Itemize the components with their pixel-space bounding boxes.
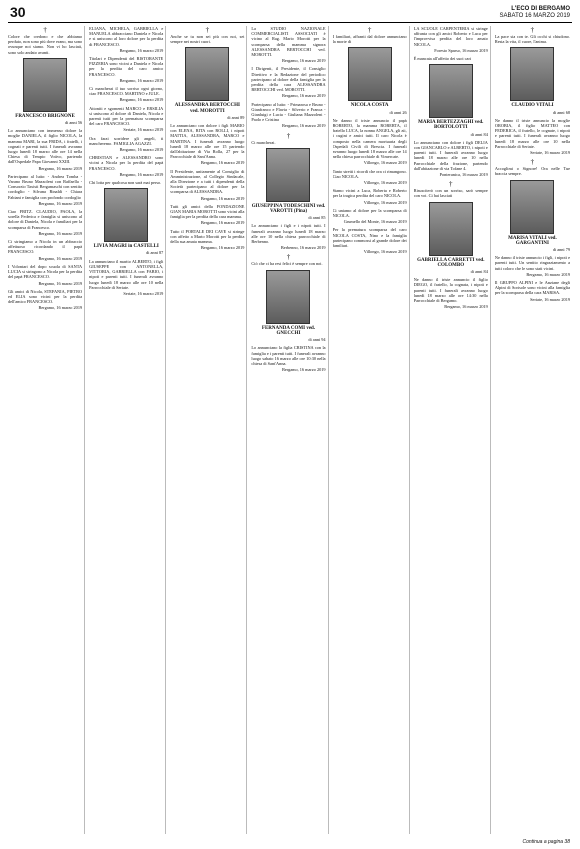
place-date: Bergamo, 16 marzo 2019 [281, 123, 326, 129]
deceased-name: FERNANDA COMI ved. GNECCHI [261, 325, 316, 336]
cross-icon: † [449, 180, 453, 189]
notice-text: È mancata all'affetto dei suoi cari [413, 56, 472, 62]
cross-icon: † [367, 26, 372, 34]
place-date: Seriate, 16 marzo 2019 [530, 150, 570, 156]
obituary-notice [8, 128, 82, 171]
obituary-notice [333, 227, 407, 254]
notice-text: Ci uniamo al dolore per la scomparsa di NICOLA. [332, 207, 407, 219]
column-4 [251, 26, 328, 834]
obituary-notice [333, 169, 407, 186]
obituary-notice [251, 102, 325, 129]
notice-text: Tutto il PORTALE DEI CAVE si stringe con affetto a Mario Morotti per la perdita della sua amata mamma. [170, 228, 245, 245]
place-date: Bergamo, 16 marzo 2019 [200, 195, 245, 201]
obituary-notice [8, 239, 82, 261]
notice-text: ELIANA, MICHELA, GABRIELLA e MANUELA abbracciano Daniela e Nicola e si uniscono al loro dolore per la perdita di FRANCESCO. [89, 26, 164, 47]
obituary-notice [170, 26, 244, 120]
notice-text: Ci mancherai il tuo sorriso ogni giorno, ciao FRANCESCO. MARTINO e JULE. [89, 86, 164, 97]
obituary-notice [170, 123, 244, 166]
portrait-photo [510, 47, 554, 101]
place-date: Bergamo, 16 marzo 2019 [38, 255, 83, 261]
place-date: Berbenno, 16 marzo 2019 [280, 245, 326, 251]
portrait-photo [266, 148, 310, 202]
notice-text: Accoglimi o Signore! Ora nelle Tue braccia sempre. [494, 166, 570, 177]
place-date: Bergamo, 16 marzo 2019 [281, 367, 326, 373]
notice-text: LA SCUOLE CARPENTERIA si stringe affranta con gli amici Roberto e Luca per l'improvvisa perdita del loro amato NICOLA. [413, 26, 488, 47]
portrait-photo [510, 180, 554, 234]
place-date: Bergamo, 16 marzo 2019 [526, 271, 570, 277]
obituary-notice [89, 106, 163, 133]
place-date: Bergamo, 16 marzo 2019 [119, 171, 164, 177]
notice-text: Attoniti e sgomenti MARCO e ERSILIA si uniscono al dolore di Daniela, Nicola e parenti tutti per la prematura scomparsa del caro FRANCESCO. [89, 105, 164, 127]
obituary-notice [414, 140, 488, 177]
place-date: Bergamo, 16 marzo 2019 [200, 160, 245, 166]
place-date: Villongo, 16 marzo 2019 [363, 199, 407, 205]
obituary-columns [8, 26, 572, 834]
place-date: Bergamo, 16 marzo 2019 [38, 165, 83, 171]
place-date: Bergamo, 16 marzo 2019 [444, 304, 488, 310]
obituary-notice [495, 118, 570, 155]
obituary-notice [251, 345, 325, 372]
notice-text: I Volontari del dopo scuola di SANTA LUCIA si stringono a Nicola per la perdita del papà FRANCESCO. [8, 263, 83, 280]
place-date: Ponteranica, 16 marzo 2019 [439, 172, 488, 178]
obituary-notice [89, 136, 163, 153]
notice-text: Ci stringiamo a Nicola in un abbraccio affettuoso ricordando il papà FRANCESCO. [8, 239, 83, 255]
obituary-notice [251, 26, 325, 63]
deceased-name: GIUSEPPINA TODESCHINI ved. VAROTTI (Pina) [251, 203, 326, 215]
portrait-photo [429, 64, 473, 118]
notice-text: Tanto stretti i ricordi che ora ci rimangono. Ciao NICOLA. [332, 168, 407, 179]
portrait-photo [348, 47, 392, 101]
obituary-notice [414, 26, 488, 53]
obituary-notice [89, 56, 163, 83]
place-date: Seriate, 16 marzo 2019 [123, 290, 164, 296]
place-date: di anni 87 [146, 250, 164, 256]
cross-icon: † [43, 26, 47, 34]
notice-text: Lo annunciano con dolore i figli MARIO con ELENA, RITA con ROLLI, i nipoti MATTIA, ALESSANDRA, MARCO e MARTINA. I funerali avranno luogo lunedì 18 marzo alle ore 15 partendo dall'abitazione di Via Rolla, 27 per la Parrocchiale di Sant'Anna. [170, 123, 245, 160]
obituary-notice [170, 229, 244, 251]
notice-text: Il GRUPPO ALPINI e le Anziane degli Alpini di Sorisole sono vicini alla famiglia per la scomparsa della cara MARISA. [494, 280, 570, 296]
place-date: di anni 79 [552, 247, 570, 253]
obituary-notice [495, 26, 570, 115]
column-7 [495, 26, 572, 834]
place-date: Bergamo, 16 marzo 2019 [200, 220, 245, 226]
notice-text: I Dirigenti, il Presidente, il Consiglio Direttivo e la Redazione del periodico partecipano al dolore della famiglia per la perdita della cara ALESSANDRA BERTOCCHI ved. MOROTTI. [251, 66, 326, 93]
column-6 [414, 26, 491, 834]
place-date: di anni 94 [308, 337, 326, 343]
notice-text: Gli amici di Nicola, STEFANIA, PIETRO ed ELIA sono vicini per la perdita dell'amico FRANCESCO. [8, 288, 83, 305]
deceased-name: FRANCESCO BRIGNONE [15, 113, 75, 119]
obituary-notice [170, 204, 244, 226]
notice-text: Lo annunciano la figlia CRISTINA con la famiglia e i parenti tutti. I funerali avranno luogo sabato 16 marzo alle ore 10:30 nella chiesa di Sant'Anna. [251, 345, 326, 366]
notice-text: Partecipano al lutto: - Andrea Tomba - Varano Bruno Mazzoleni con Raffaella - Consorzio Taxisti Bergamaschi con sentito cordoglio - Silvana Rinaldi - Chiara Fabiani e famiglia con profondo cordoglio [8, 173, 83, 200]
obituary-notice [89, 86, 163, 103]
deceased-name: GABRIELLA CARRETTI ved. COLOMBO [417, 257, 485, 268]
obituary-notice [414, 180, 488, 274]
notice-text: CHRISTIAN e ALESSANDRO sono vicini a Nicola per la perdita del papà FRANCESCO. [89, 155, 164, 171]
place-date: di anni 84 [470, 131, 488, 137]
obituary-notice [333, 208, 407, 225]
deceased-name: MARISA VITALI ved. GARGANTINI [508, 235, 557, 246]
place-date: Bergamo, 16 marzo 2019 [38, 230, 83, 236]
notice-text: La STUDIO NAZIONALE COMMERCIALISTI ASSOCIATI è vicino al Rag. Mario Morotti per la scomparsa della mamma signora ALESSANDRA BERTOCCHI ved. MOROTTI. [251, 26, 326, 58]
cross-icon: † [530, 26, 535, 34]
place-date: Bergamo, 16 marzo 2019 [119, 77, 164, 83]
notice-text: La annunciano il marito ALBERTO, i figli GIUSEPPE con ANTONELLA, VITTORIA, GABRIELLA con FABIO, i nipoti e parenti tutti. I funerali avranno luogo lunedì 18 marzo alle ore 10 nella Parrocchiale di Seriate. [89, 258, 164, 290]
portrait-photo [266, 270, 310, 324]
notice-text: La pace sia con te. Gli occhi si chiudono. Resta la vita, il cuore, l'anima. [494, 34, 570, 45]
notice-text: Tutti gli amici della FONDAZIONE GIAN MARIA MOROTTI sono vicini alla famiglia per la perdita della cara mamma. [170, 203, 245, 220]
notice-text: Lo annunciano con immenso dolore la moglie DANIELA, il figlio NICOLA, la mamma MARI, la sua FRIDA, i fratelli, i cognati e parenti tutti. I funerali avranno luogo lunedì 18 marzo alle ore 14 nella Chiesa di Tempio Votivo, partendo dall'Ospedale Papa Giovanni XXIII. [8, 128, 83, 165]
deceased-name: NICOLA COSTA [350, 103, 389, 109]
notice-text: Colore che credono e che abbiamo perduto, non sono più dove erano, ma sono ovunque noi siamo. Non vi ho lasciati, sono solo andato avanti. [8, 34, 83, 55]
place-date: Bergamo, 16 marzo 2019 [38, 200, 83, 206]
notice-text: Per la prematura scomparsa del caro NICOLA COSTA, Nino e la famiglia partecipano commossi al grande dolore dei familiari. [332, 227, 407, 249]
obituary-notice [495, 255, 570, 277]
obituary-notice [414, 277, 488, 309]
notice-text: I familiari, affranti dal dolore annunciano la morte di [332, 34, 407, 45]
place-date: Bergamo, 16 marzo 2019 [281, 58, 326, 64]
notice-text: Ne danno il triste annuncio la moglie OROBIA, il figlio MATTEO con FEDERICA, il fratello, le cognate, i nipoti e parenti tutti. I funerali avranno luogo lunedì 18 marzo alle ore 10 nella Parrocchiale di Seriate. [494, 117, 570, 149]
obituary-notice [495, 158, 570, 252]
column-1 [8, 26, 85, 834]
place-date: Bergamo, 16 marzo 2019 [119, 97, 164, 103]
notice-text: Titolari e Dipendenti del RISTORANTE PIZZERIA sono vicini a Daniela e Nicola per la perdita del caro amico FRANCESCO. [89, 56, 164, 77]
cross-icon: † [530, 158, 535, 167]
place-date: di anni 56 [64, 120, 83, 126]
deceased-name: ALESSANDRA BERTOCCHI ved. MOROTTI [174, 103, 240, 114]
publication-name: L'ECO DI BERGAMO [511, 6, 570, 12]
obituary-notice [414, 56, 488, 137]
obituary-notice [251, 223, 325, 250]
place-date: Grumello del Monte, 16 marzo 2019 [343, 219, 407, 225]
place-date: Villongo, 16 marzo 2019 [363, 249, 407, 255]
notice-text: Ciao FRITZ. CLAUDIO, PAOLA, la sorella Federica e famiglia si uniscono al dolore di Daniela, Nicola e familiari per la scomparsa di Francesco. [8, 209, 83, 230]
obituary-notice [251, 132, 325, 221]
obituary-notice [8, 289, 82, 311]
place-date: Bergamo, 16 marzo 2019 [38, 280, 83, 286]
obituary-notice [333, 26, 407, 115]
cross-icon: † [286, 253, 291, 262]
deceased-name: LIVIA MAGRI in CASTELLI [93, 244, 159, 250]
notice-text: Ne danno il triste annuncio i figli, i nipoti e parenti tutti. Un sentito ringraziamento a tutti coloro che le sono stati vicini. [494, 255, 570, 271]
portrait-photo [185, 47, 229, 101]
place-date: Seriate, 16 marzo 2019 [530, 296, 570, 302]
notice-text: Partecipano al lutto: - Primarosa e Bruno - Gianfranco e Flavia - Silverio e Franca - Gianluigi e Lucia - Giuliana Mazzoleni - Paolo e Cristina [251, 101, 326, 123]
obituary-notice [495, 280, 570, 302]
place-date: Bergamo, 16 marzo 2019 [119, 147, 164, 153]
portrait-photo [104, 188, 148, 242]
notice-text: Ciò che ci ha resi felici è sempre con noi. [251, 261, 323, 267]
page-header [8, 6, 572, 23]
obituary-notice [89, 259, 163, 296]
notice-text: Lo annunciano con dolore i figli DELIA con GIANCARLO e ALBERTO, i nipoti e parenti tutti. I funerali avranno luogo lunedì 18 marzo alle ore 10 nella Parrocchiale della frazione, partendo dall'abitazione di via Tofane 4. [413, 139, 488, 171]
obituary-notice [8, 174, 82, 206]
continue-note: Continua a pagina 38 [522, 839, 570, 845]
publication-info [500, 6, 570, 20]
place-date: Villongo, 16 marzo 2019 [363, 180, 407, 186]
obituary-notice [333, 118, 407, 166]
obituary-notice [170, 169, 244, 201]
place-date: Bergamo, 16 marzo 2019 [119, 47, 164, 53]
notice-text: Il Presidente, unitamente al Consiglio di Amministrazione, al Collegio Sindacale, alla Direzione e a tutti i dipendenti della Società partecipano al dolore per la scomparsa di ALESSANDRA. [170, 168, 245, 195]
cross-icon: † [205, 26, 210, 34]
place-date: Foresto Sparso, 16 marzo 2019 [434, 47, 488, 53]
cross-icon: † [286, 131, 291, 140]
notice-text: Anche se tu non sei più con noi, sei sempre nei nostri cuori. [170, 34, 245, 45]
notice-text: Ne danno il triste annuncio il figlio DIEGO, il fratello, la cognata, i nipoti e parenti tutti. I funerali avranno luogo lunedì 18 marzo alle ore 14:30 nella Parrocchiale di Bergamo. [413, 277, 488, 304]
portrait-photo [23, 58, 67, 112]
column-2 [89, 26, 166, 834]
column-5 [333, 26, 410, 834]
place-date: di anni 89 [227, 114, 245, 120]
obituary-notice [8, 26, 82, 125]
place-date: Bergamo, 16 marzo 2019 [200, 245, 245, 251]
notice-text: Ci mancherai. [251, 139, 276, 145]
place-date: Bergamo, 16 marzo 2019 [281, 93, 326, 99]
obituary-notice [251, 66, 325, 98]
deceased-name: MARIA BERTEZZAGHI ved. BORTOLOTTI [418, 120, 484, 131]
obituary-notice [8, 264, 82, 286]
notice-text: Ne danno il triste annuncio il papà ROBERTO, la mamma ROBERTA, il fratello LUCA, la nonna ANGELA, gli zii, i cugini e amici tutti. Il caro Nicola è composto nella camera mortuaria degli Ospedali Civili di Brescia. I funerali avranno luogo lunedì 18 marzo alle ore 14 nella chiesa parrocchiale di Vimercate. [332, 117, 407, 160]
place-date: di anni 26 [389, 109, 407, 115]
obituary-notice [89, 26, 163, 53]
deceased-name: CLAUDIO VITALI [511, 103, 554, 109]
place-date: Bergamo, 16 marzo 2019 [38, 305, 83, 311]
notice-text: Siamo vicini a Luca, Roberta e Roberto per la tragica perdita del caro NICOLA. [332, 188, 407, 199]
obituary-notice [333, 188, 407, 205]
obituary-notice [89, 155, 163, 177]
page-number: 30 [10, 4, 26, 20]
obituary-notice [8, 209, 82, 236]
column-3 [170, 26, 247, 834]
publication-date: SABATO 16 MARZO 2019 [499, 13, 570, 19]
place-date: Seriate, 16 marzo 2019 [123, 127, 164, 133]
portrait-photo [429, 202, 473, 256]
place-date: di anni 84 [470, 269, 488, 275]
place-date: Villongo, 16 marzo 2019 [363, 160, 407, 166]
notice-text: Risusciterò con un sorriso, sarò sempre con voi. Ci hai lasciati [413, 188, 488, 199]
place-date: di anni 68 [552, 109, 570, 115]
obituary-notice [251, 253, 325, 342]
obituary-notice [89, 180, 163, 256]
notice-text: Chi lotta per qualcosa non sarà mai perso. [89, 180, 162, 186]
notice-text: Ora farai sorridere gli angeli, ti mancheremo. FAMIGLIA AGAZZI. [89, 135, 164, 146]
place-date: di anni 85 [308, 215, 326, 221]
notice-text: Lo annunciano i figli e i nipoti tutti. I funerali avranno luogo lunedì 18 marzo alle ore 10 nella chiesa parrocchiale di Berbenno. [251, 223, 326, 245]
